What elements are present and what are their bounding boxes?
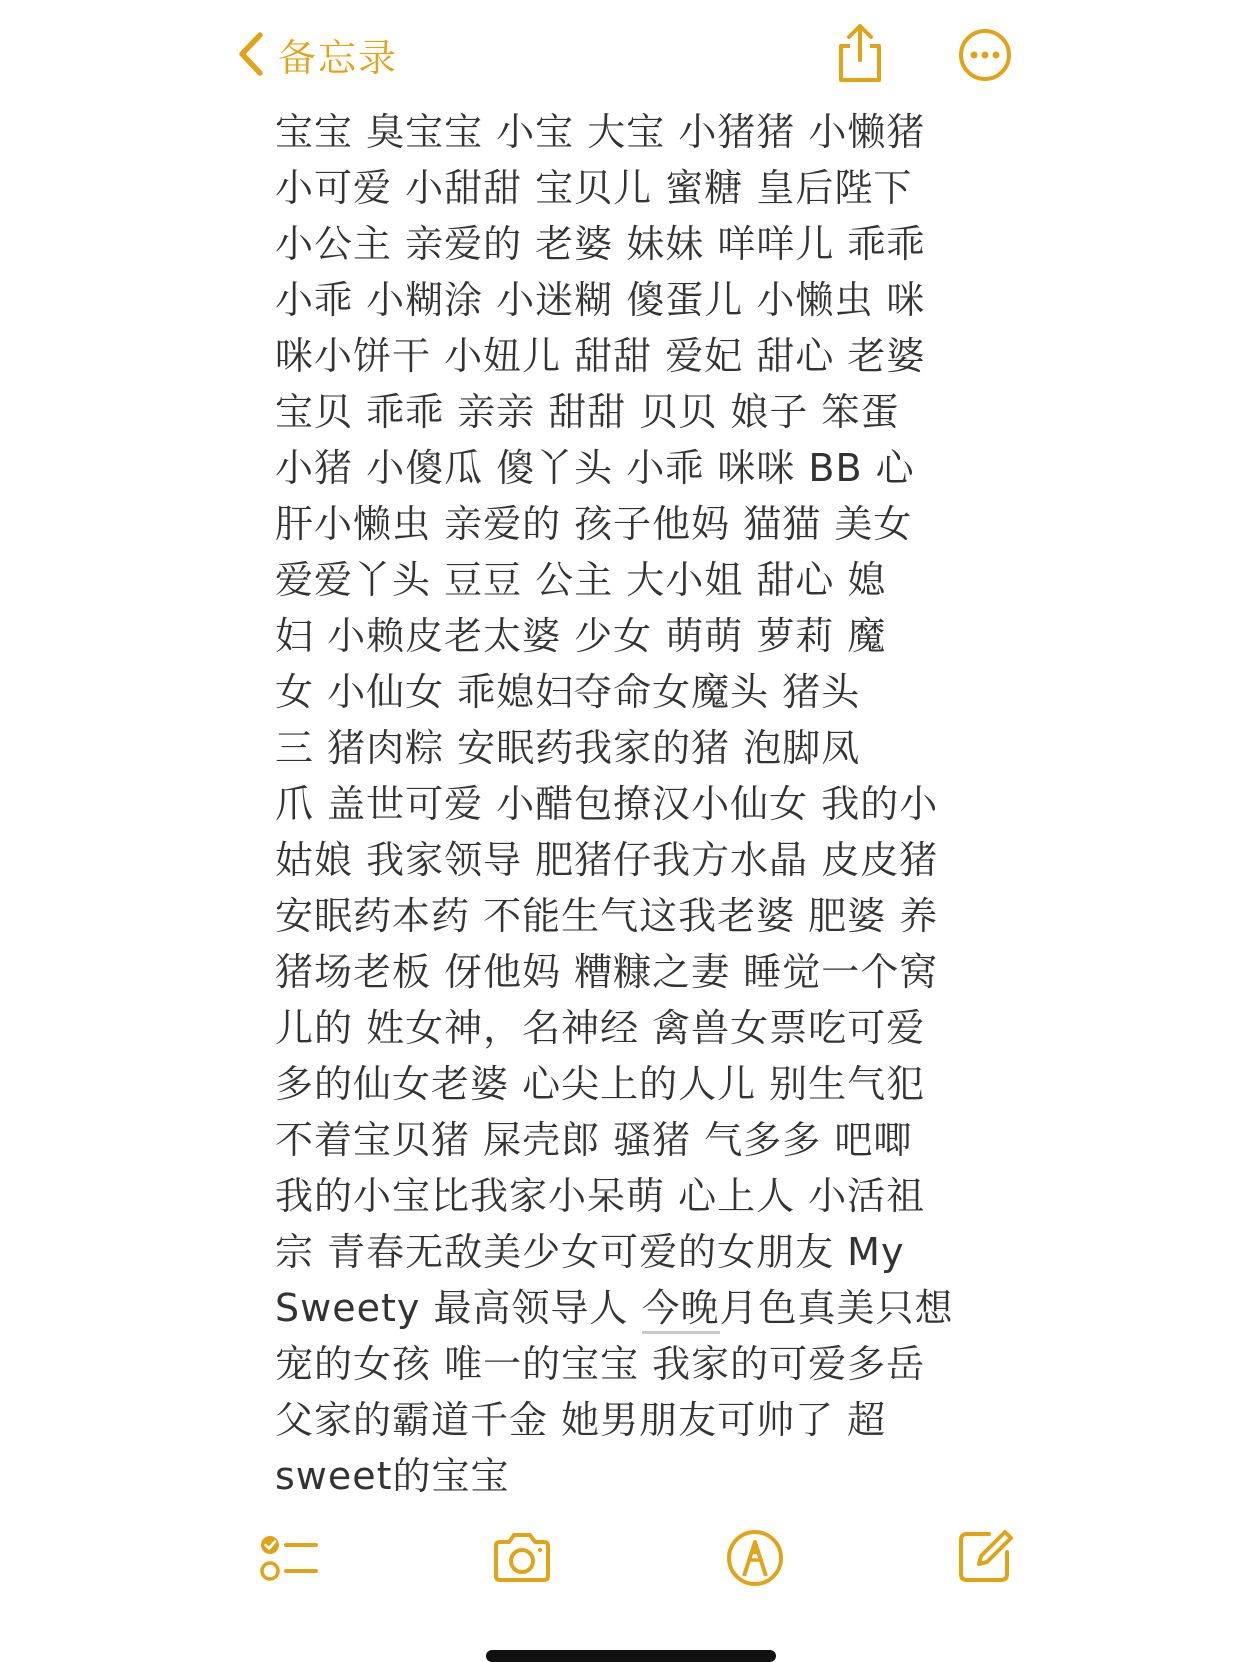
more-button[interactable] — [958, 28, 1012, 82]
checklist-button[interactable] — [258, 1528, 322, 1592]
note-text: Sweety 最高领导人 — [275, 1286, 642, 1330]
note-line: 小猪 小傻瓜 傻丫头 小乖 咪咪 BB 心 — [275, 446, 915, 490]
note-line: 宠的女孩 唯一的宝宝 我家的可爱多岳 — [275, 1342, 926, 1386]
note-line: 安眠药本药 不能生气这我老婆 肥婆 养 — [275, 894, 939, 938]
navigation-bar — [0, 0, 1242, 110]
note-line: 儿的 姓女神，名神经 禽兽女票吃可爱 — [275, 1006, 926, 1050]
chevron-left-icon — [236, 31, 266, 77]
ellipsis-circle-icon — [958, 28, 1012, 82]
bottom-toolbar — [0, 1520, 1242, 1610]
note-line: 我的小宝比我家小呆萌 心上人 小活祖 — [275, 1174, 926, 1218]
note-line: 小公主 亲爱的 老婆 妹妹 咩咩儿 乖乖 — [275, 222, 926, 266]
note-line: 宝宝 臭宝宝 小宝 大宝 小猪猪 小懒猪 — [275, 110, 926, 154]
note-line: 爪 盖世可爱 小醋包撩汉小仙女 我的小 — [275, 782, 939, 826]
note-line: 小可爱 小甜甜 宝贝儿 蜜糖 皇后陛下 — [275, 166, 913, 210]
share-button[interactable] — [833, 22, 887, 84]
note-line: sweet的宝宝 — [275, 1454, 510, 1498]
note-line: 女 小仙女 乖媳妇夺命女魔头 猪头 — [275, 670, 861, 714]
checklist-icon — [258, 1528, 322, 1592]
note-line: 宝贝 乖乖 亲亲 甜甜 贝贝 娘子 笨蛋 — [275, 390, 900, 434]
note-line: 多的仙女老婆 心尖上的人儿 别生气犯 — [275, 1062, 926, 1106]
note-line: 三 猪肉粽 安眠药我家的猪 泡脚凤 — [275, 726, 861, 770]
note-line: 爱爱丫头 豆豆 公主 大小姐 甜心 媳 — [275, 558, 887, 602]
note-line: 姑娘 我家领导 肥猪仔我方水晶 皮皮猪 — [275, 838, 939, 882]
note-line: 小乖 小糊涂 小迷糊 傻蛋儿 小懒虫 咪 — [275, 278, 926, 322]
note-line: 宗 青春无敌美少女可爱的女朋友 My — [275, 1230, 905, 1274]
compose-button[interactable] — [953, 1522, 1017, 1586]
note-line: 肝小懒虫 亲爱的 孩子他妈 猫猫 美女 — [275, 502, 913, 546]
note-line: 猪场老板 伢他妈 糟糠之妻 睡觉一个窝 — [275, 950, 939, 994]
back-label: 备忘录 — [278, 35, 399, 80]
selected-text[interactable]: 今晚 — [642, 1286, 720, 1334]
note-body[interactable] — [275, 104, 995, 1504]
note-line: 妇 小赖皮老太婆 少女 萌萌 萝莉 魔 — [275, 614, 887, 658]
note-line: 不着宝贝猪 屎壳郎 骚猪 气多多 吧唧 — [275, 1118, 913, 1162]
note-line: 父家的霸道千金 她男朋友可帅了 超 — [275, 1398, 887, 1442]
camera-button[interactable] — [490, 1526, 554, 1590]
note-text: 月色真美只想 — [719, 1286, 954, 1330]
compose-icon — [953, 1522, 1017, 1586]
camera-icon — [490, 1526, 554, 1590]
markup-pen-icon — [723, 1526, 787, 1590]
share-icon — [833, 22, 887, 84]
note-line: 咪小饼干 小妞儿 甜甜 爱妃 甜心 老婆 — [275, 334, 926, 378]
note-line — [275, 1280, 995, 1336]
back-button[interactable] — [236, 24, 398, 84]
markup-button[interactable] — [723, 1526, 787, 1590]
home-indicator — [486, 1650, 776, 1662]
